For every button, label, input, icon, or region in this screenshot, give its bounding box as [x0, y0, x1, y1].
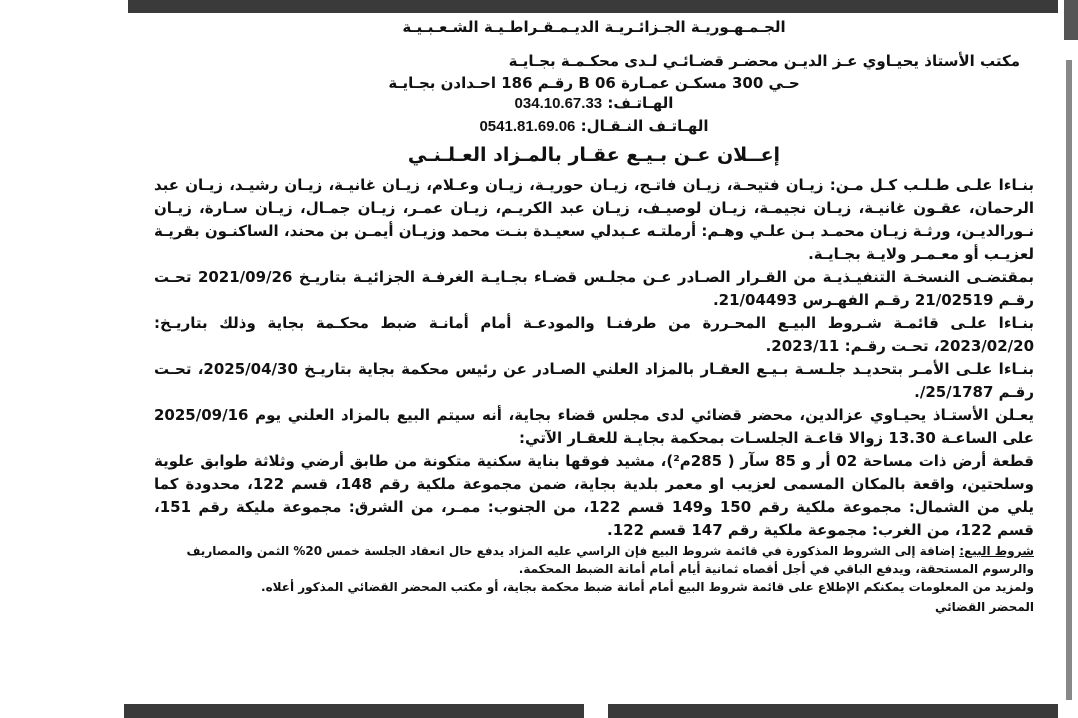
phone-label: الهـاتـف: [607, 94, 674, 112]
sale-conditions-paragraph: بنـاءا علـى قائمـة شـروط البيـع المحـررة من طرفنـا والمودعـة أمام أمانـة ضبط محكـمة بجاية وذلك بتاريـخ: 2023/02/20، تحـت رقـم: 2023/11. [154, 314, 1034, 355]
conditions-label: شروط البيع: [959, 544, 1034, 558]
property-description-paragraph: قطعة أرض ذات مساحة 02 أر و 85 سآر ( 285م²)، مشيد فوقها بناية سكنية متكونة من طابق أرضي وثلاثة طوابق علوية وسلحتين، واقعة بالمكان المسمى لعزيب او معمر بلدية بجاية، ضمن مجموعة ملكية رقم 148، قسم 122، محدودة كما يلي من الشمال: مجموعة ملكية رقم 150 و149 قسم 122، من الجنوب: ممـر، من الشرق: مجموعة مليكة رقم 151، قسم 122، من الغرب: مجموعة ملكية رقم 147 قسم 122. [154, 452, 1035, 539]
requesters-paragraph: بنـاءا علـى طـلـب كـل مـن: زيـان فتيحـة، زيـان فاتـح، زيـان حوريـة، زيـان وعـلام، زيـان غانيـة، زيـان رشيـد، زيـان عبد الرحمان، عقـون غانيـة، زيـان نجيمـة، زيـان لوصيـف، زيـان عبد الكريـم، زيـان عمـر، زيـان جمـال، زيـان سـارة، زيـان نـورالديـن، ورثـة زيـان محمـد بـن علـي وهـم: أرملتـه عـبدلي سعيـدة بنـت محمد وزيـان أيمـن بن محند، الساكنـون بقريـة لعزيـب أو معـمـر ولايـة بجـايـة. [154, 176, 1034, 263]
mobile-number: 0541.81.69.06 [479, 118, 576, 135]
conditions-note [148, 542, 1040, 578]
announcement-document [148, 14, 1040, 704]
mobile-line [148, 115, 1040, 138]
court-decision-paragraph: بمقتضـى النسخـة التنفيـذيـة من القـرار الصـادر عـن مجلـس قضـاء بجـايـة الغرفـة الجزائيـة بتاريـخ 2021/09/26 تحـت رقـم 21/02519 رقـم الفهـرس 21/04493. [154, 268, 1035, 309]
republic-heading: الجـمـهـوريـة الجـزائـريـة الديـمـقـراطـيـة الشـعـبـيـة [402, 18, 786, 36]
scan-border-right [1066, 60, 1072, 700]
scan-border-bottom-left [124, 704, 584, 718]
scan-border-bottom-right [608, 704, 1058, 718]
conditions-text: إضافة إلى الشروط المذكورة في قائمة شروط البيع فإن الراسي عليه المزاد يدفع حال انعقاد الجلسة خمس 20% الثمن والمصاريف والرسوم المستحقة، ويدفع الباقي في أجل أقصاه ثمانية أيام أمام أمانة الضبط المحكمة. [186, 544, 1034, 576]
announcement-title: إعــلان عـن بـيـع عقـار بالمـزاد العـلـنـي [407, 144, 781, 166]
office-address: حـي 300 مسكـن عمـارة 06 B رقـم 186 احـدادن بجـايـة [388, 74, 800, 92]
scan-border-corner [1064, 0, 1078, 40]
phone-number: 034.10.67.33 [514, 95, 603, 112]
auction-date-paragraph: يعـلن الأستـاذ يحيـاوي عزالدين، محضر قضائي لدى مجلس قضاء بجاية، أنه سيتم البيع بالمزاد العلني يوم 2025/09/16 على الساعـة 13.30 زوالا قاعـة الجلسـات بمحكمة بجايـة للعقـار الآتي: [154, 406, 1034, 447]
info-note: ولمزيد من المعلومات يمكنكم الإطلاع على قائمة شروط البيع أمام أمانة ضبط محكمة بجاية، أو مكتب المحضر القضائي المذكور أعلاه. [261, 580, 1034, 594]
session-order-paragraph: بنـاءا علـى الأمـر بتحديـد جلـسـة بـيـع العقـار بالمزاد العلني الصـادر عن رئيس محكمة بجاية بتاريـخ 2025/04/30، تحـت رقـم 25/1787/. [154, 360, 1034, 401]
scan-border-top [128, 0, 1058, 13]
mobile-label: الهـاتـف النـقـال: [580, 117, 709, 135]
bailiff-office: مكتب الأستاذ يحيـاوي عـز الديـن محضـر قضـائـي لـدى محكـمـة بجـايـة [508, 52, 1020, 70]
signature: المحضر القضائي [934, 600, 1034, 614]
phone-line [148, 92, 1040, 115]
